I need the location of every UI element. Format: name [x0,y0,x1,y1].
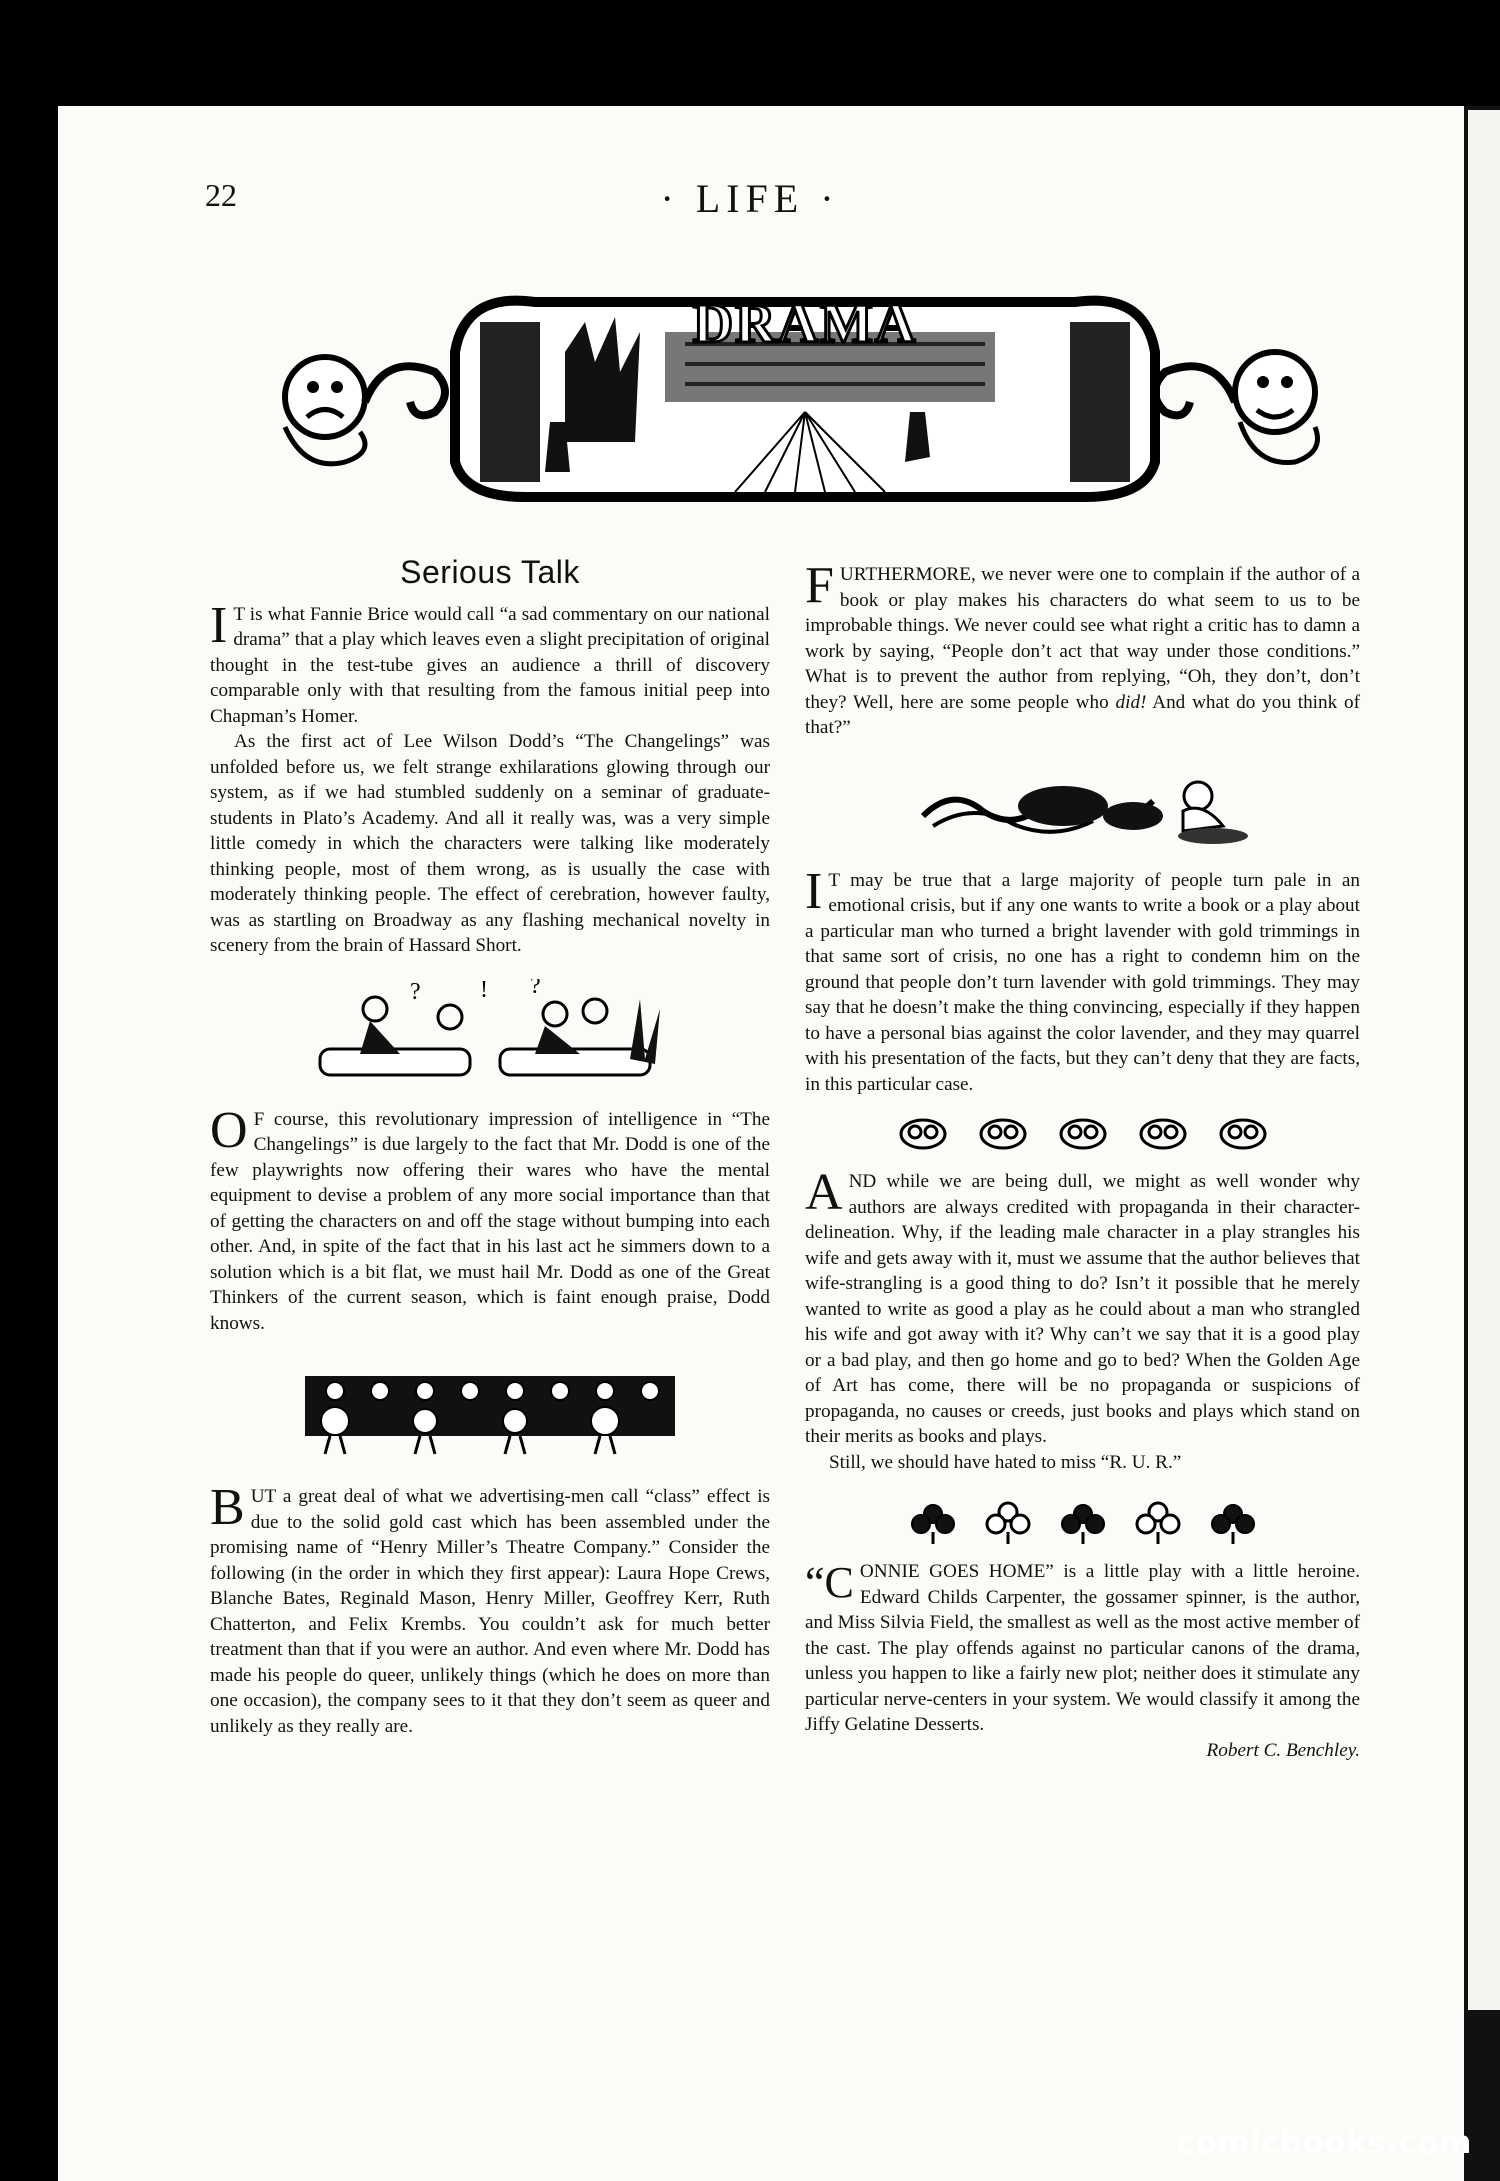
left-paragraph-4 [210,1479,770,1739]
drop-cap: B [210,1479,245,1536]
left-theatre-mask [285,357,365,464]
paragraph-text: T is what Fannie Brice would call “a sad commentary on our national drama” that a play which leaves even a slight precipitation of original thought in the test-tube gives an audience a thrill of discovery comparable only with that resulting from the famous initial peep into Chapman’s Homer. [210,603,770,727]
paragraph-text: ND while we are being dull, we might as well wonder why authors are always credited with propaganda in their character-delineation. Why, if the leading male character in a play strangles his wife and gets away with it, must we assume that the author believes that wife-strangling is a good thing to do? Isn’t it possible that he merely wanted to write as good a play as he could about a man who strangled his wife and got away with it? Why can’t we say that it is a good play or a bad play, and then go home and go to bed? When the Golden Age of Art has come, there will be no propaganda or suspicions of propaganda, no causes or creeds, just books and plays which stand on their merits as books and plays. [805,1171,1360,1447]
page-header [0,175,1500,235]
left-paragraph-1 [210,596,770,730]
drop-cap: F [805,557,834,614]
left-paragraph-2: As the first act of Lee Wilson Dodd’s “The Changelings” was unfolded before us, we felt strange exhilarations glowing through our system, as if we had stumbled suddenly on a seminar of graduate-students in Plato’s Academy. And all it really was, was a very simple little comedy in which the characters were talking like moderately thinking people, most of them wrong, as is usually the case with moderately thinking people. The effect of cerebration, however faulty, was as startling on Broadway as any flashing mechanical novelty in scenery from the brain of Hassard Short. [210,731,770,956]
swimming-figures-illustration [805,759,1360,854]
watermark: comicbooks.com [1176,2125,1472,2161]
paragraph-text: UT a great deal of what we advertising-men call “class” effect is due to the solid gold cast which has been assembled under the promising name of “Henry Miller’s Theatre Company.” Consider the following (in the order in which they first appear): Laura Hope Crews, Blanche Bates, Reginald Mason, Henry Miller, Geoffrey Kerr, Ruth Chatterton, and Felix Krembs. You couldn’t ask for much better treatment than that if you were an author. And even where Mr. Dodd has made his people do queer, unlikely things (which he does on more than one occasion), the company sees to it that they don’t seem as queer and unlikely as they really are. [210,1486,770,1737]
masthead: · LIFE · [660,176,840,221]
emphasis-did: did! [1115,691,1147,713]
author-signature: Robert C. Benchley. [1206,1739,1360,1761]
page-number: 22 [205,177,237,213]
right-theatre-mask [1235,352,1318,463]
right-paragraph-1 [805,557,1360,741]
drop-cap: O [210,1101,248,1159]
paragraph-text: F course, this revolutionary impression of intelligence in “The Changelings” is due largely to the fact that Mr. Dodd is one of the few playwrights now offering their wares who have the mental equipment to devise a problem of any more social importance than that of getting the characters on and off the stage without bumping into each other. And, in spite of the fact that in his last act he simmers down to a solution which is a bit flat, we must hail Mr. Dodd as one of the Great Thinkers of the current season, which is faint enough praise, Dodd knows. [210,1108,770,1334]
left-column [210,554,770,1739]
drop-cap: I [805,862,823,920]
article-heading: Serious Talk [400,554,580,590]
paragraph-text: ONNIE GOES HOME” is a little play with a little heroine. Edward Childs Carpenter, the gossamer spinner, is the author, and Miss Silvia Field, the smallest as well as the most active member of the cast. The play offends against no particular canons of the drama, unless you happen to like a fairly new plot; neither does it stimulate any particular nerve-centers in your system. We would classify it among the Jiffy Gelatine Desserts. [805,1561,1360,1735]
paragraph-text: And what do you think of that?” [805,691,1360,738]
paragraph-text: URTHERMORE, we never were one to complain if the author of a book or play makes his characters do what seem to us to be improbable things. We never could see what right a critic has to damn a work by saying, “People don’t act that way under those conditions.” What is to prevent the author from replying, “Oh, they don’t, don’t they? Well, here are some people who [805,564,1360,713]
flowers-row-ornament [805,1489,1360,1549]
dancing-chorus-illustration [210,1356,770,1466]
drama-title: DRAMA [692,293,918,355]
adjacent-page-strip [1468,110,1500,2010]
right-paragraph-2 [805,862,1360,1098]
right-paragraph-4: Still, we should have hated to miss “R. U. R.” [829,1451,1182,1473]
svg-text:?: ? [410,978,421,1005]
drop-cap: A [805,1164,843,1221]
right-column [805,557,1360,1763]
sofa-scene-illustration [210,979,770,1089]
svg-text:!: ! [480,978,488,1003]
right-paragraph-3 [805,1164,1360,1450]
svg-text:?: ? [530,978,541,999]
drama-banner-illustration [265,262,1355,502]
paragraph-text: T may be true that a large majority of people turn pale in an emotional crisis, but if any one wants to write a book or a play about a particular man who turned a bright lavender with gold trimmings in that same sort of crisis, no one has a right to condemn him on the ground that people don’t turn lavender with gold trimmings. They may say that he doesn’t make the thing convincing, especially if they happen to have a personal bias against the color lavender, and they may quarrel with his presentation of the facts, but they can’t deny that they are facts, in this particular case. [805,869,1360,1095]
drop-cap: “C [805,1558,854,1607]
drop-cap: I [210,596,228,654]
owls-row-ornament [805,1109,1360,1159]
left-paragraph-3 [210,1101,770,1337]
right-paragraph-5 [805,1559,1360,1738]
